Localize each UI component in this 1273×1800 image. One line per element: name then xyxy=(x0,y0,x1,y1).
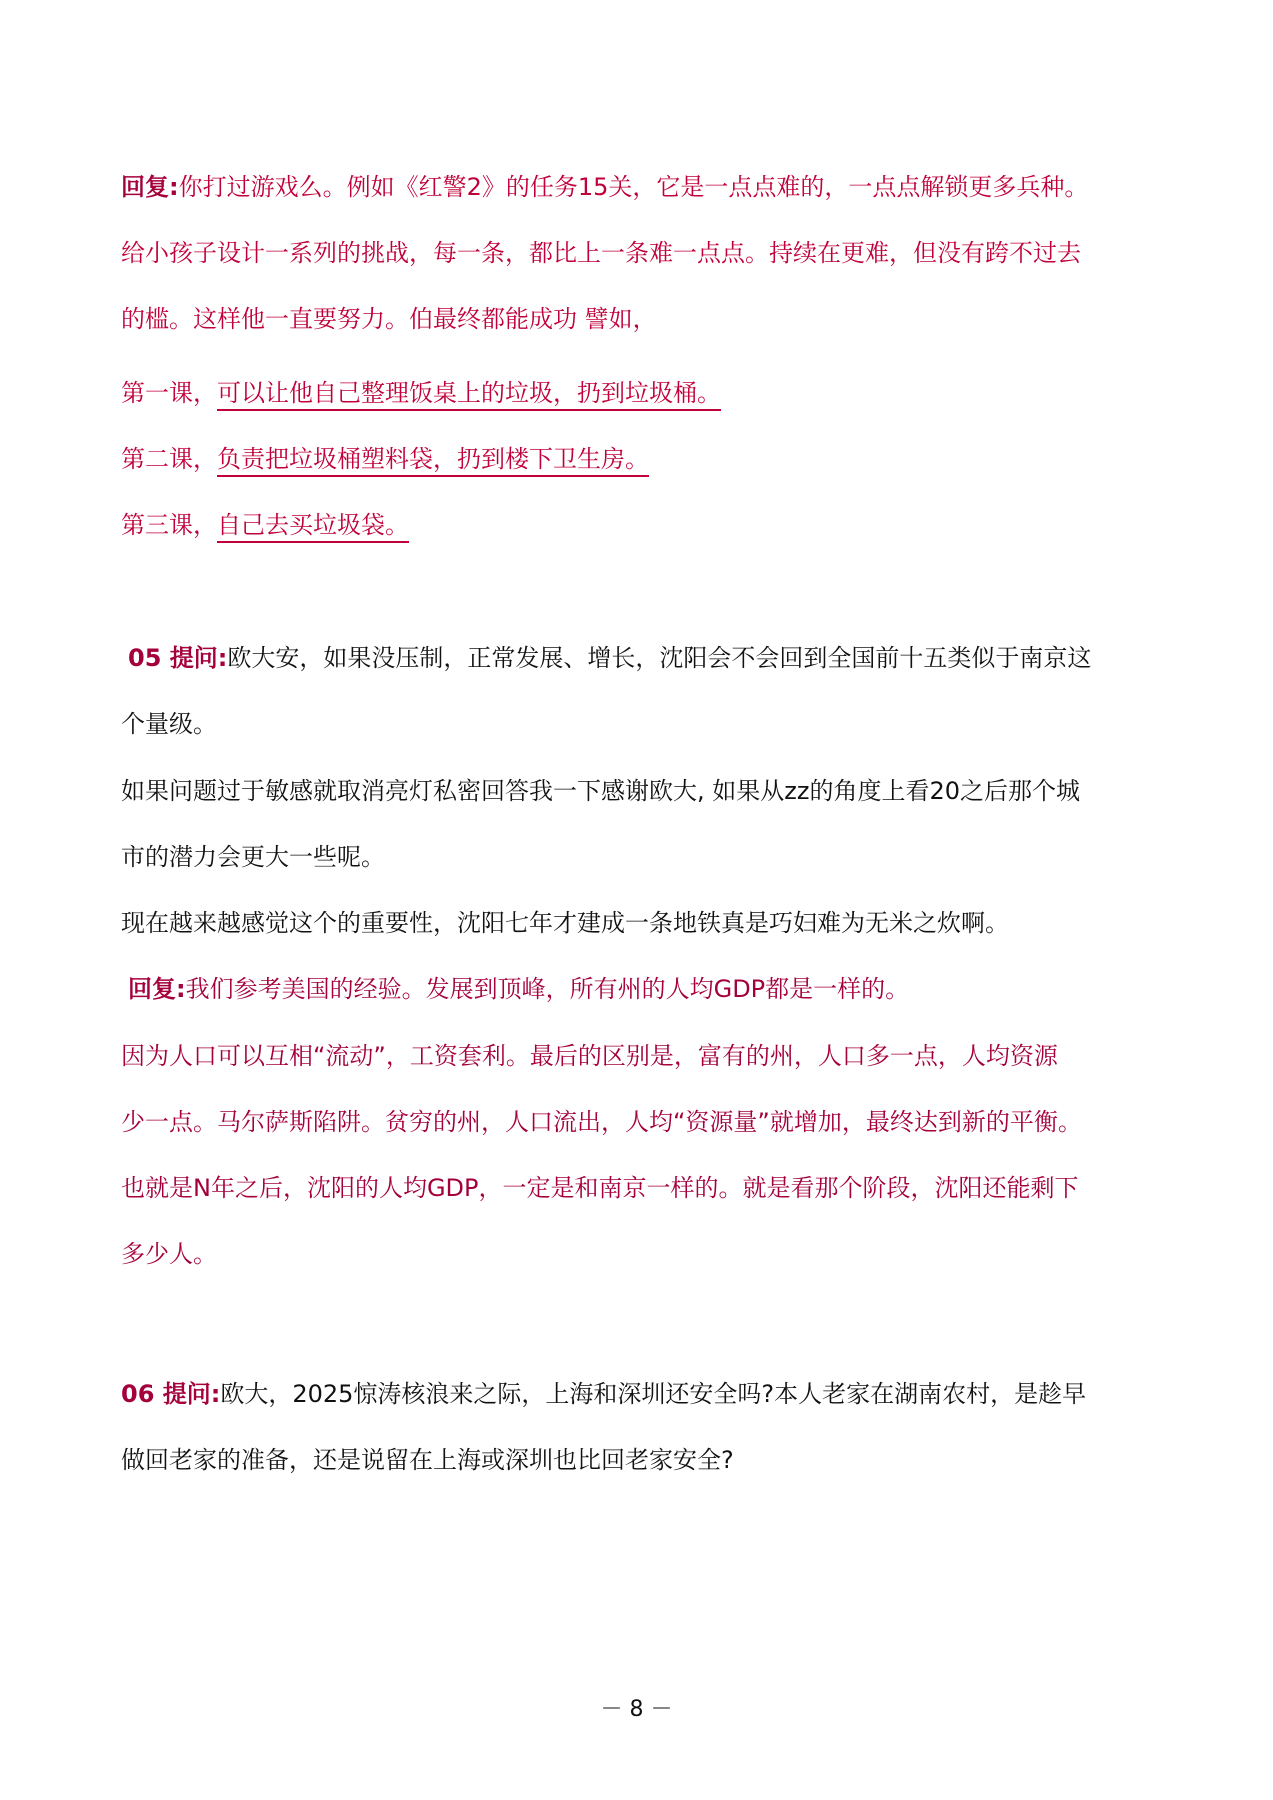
reply2-line-5: 多少人。 xyxy=(121,1240,217,1268)
reply1-line-2: 给小孩子设计一系列的挑战，每一条，都比上一条难一点点。持续在更难，但没有跨不过去 xyxy=(121,239,1081,267)
q05-line-3: 如果问题过于敏感就取消亮灯私密回答我一下感谢欧大, 如果从zz的角度上看20之后那个城 xyxy=(121,777,1080,805)
q05-line-5: 现在越来越感觉这个的重要性，沈阳七年才建成一条地铁真是巧妇难为无米之炊啊。 xyxy=(121,909,1009,937)
q05-label: 05 提问: xyxy=(128,644,228,672)
q05-line-2: 个量级。 xyxy=(121,710,217,738)
lesson-3-prefix: 第三课， xyxy=(121,511,217,539)
lesson-3 xyxy=(121,508,1161,542)
reply2-line-2: 因为人口可以互相“流动”，工资套利。最后的区别是，富有的州，人口多一点，人均资源 xyxy=(121,1042,1058,1070)
lesson-1-text: 可以让他自己整理饭桌上的垃圾，扔到垃圾桶。 xyxy=(217,379,721,411)
lesson-2-text: 负责把垃圾桶塑料袋，扔到楼下卫生房。 xyxy=(217,445,649,477)
reply2-line-4: 也就是N年之后，沈阳的人均GDP，一定是和南京一样的。就是看那个阶段，沈阳还能剩下 xyxy=(121,1174,1079,1202)
reply2-line-3: 少一点。马尔萨斯陷阱。贫穷的州，人口流出，人均“资源量”就增加，最终达到新的平衡。 xyxy=(121,1108,1082,1136)
lesson-3-text: 自己去买垃圾袋。 xyxy=(217,511,409,543)
q06-text-1: 欧大，2025惊涛核浪来之际，上海和深圳还安全吗?本人老家在湖南农村，是趁早 xyxy=(220,1380,1087,1408)
q06-line-1 xyxy=(121,1377,1161,1411)
q05-line-4: 市的潜力会更大一些呢。 xyxy=(121,843,385,871)
lesson-1 xyxy=(121,376,1161,410)
reply1-label: 回复: xyxy=(121,173,179,201)
lesson-1-prefix: 第一课， xyxy=(121,379,217,407)
reply2-line-1 xyxy=(128,972,1168,1006)
page-number: － 8 － xyxy=(600,1697,673,1722)
q05-line-1 xyxy=(128,641,1168,675)
q05-text-1: 欧大安，如果没压制，正常发展、增长，沈阳会不会回到全国前十五类似于南京这 xyxy=(227,644,1092,672)
q06-label: 06 提问: xyxy=(121,1380,221,1408)
reply1-line-3: 的槛。这样他一直要努力。伯最终都能成功 譬如， xyxy=(121,305,657,333)
q06-line-2: 做回老家的准备，还是说留在上海或深圳也比回老家安全? xyxy=(121,1446,734,1474)
lesson-2 xyxy=(121,442,1161,476)
lesson-2-prefix: 第二课， xyxy=(121,445,217,473)
reply2-text-1: 我们参考美国的经验。发展到顶峰，所有州的人均GDP都是一样的。 xyxy=(185,975,910,1003)
reply2-label: 回复: xyxy=(128,975,186,1003)
reply1-line-1 xyxy=(121,170,1161,204)
reply1-text-1: 你打过游戏么。例如《红警2》的任务15关，它是一点点难的，一点点解锁更多兵种。 xyxy=(178,173,1089,201)
